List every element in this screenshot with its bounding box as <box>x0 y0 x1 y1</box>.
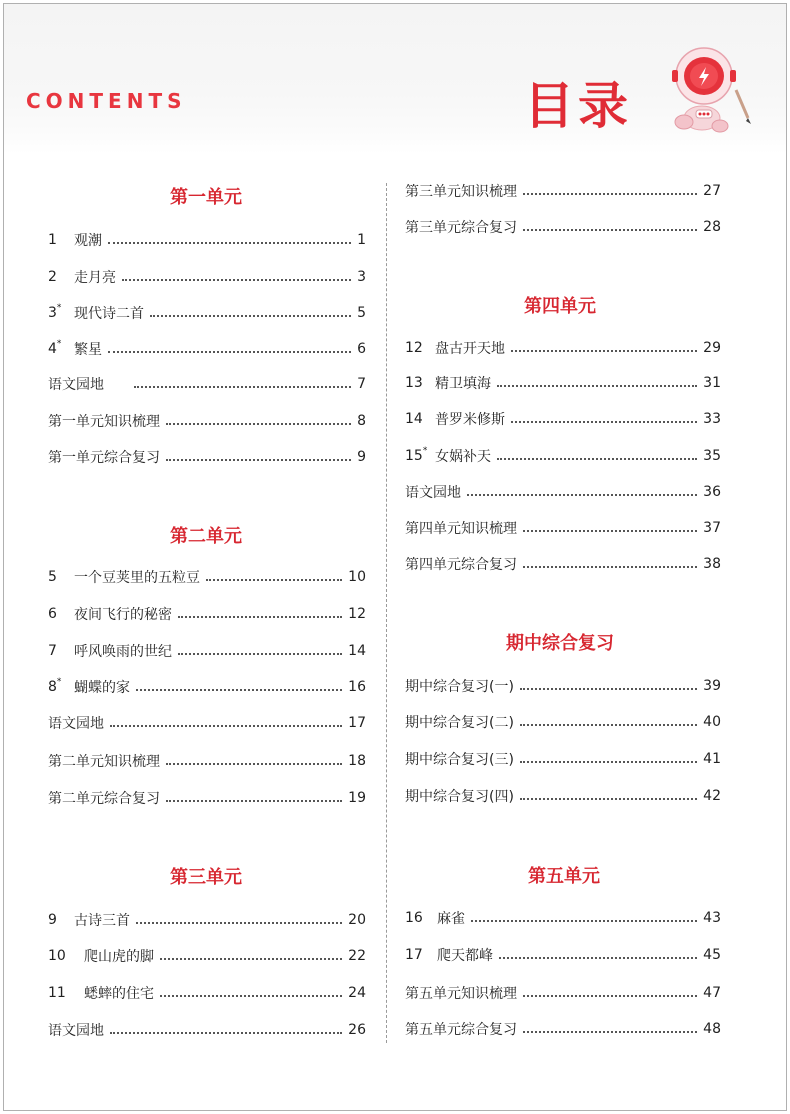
section-title-unit1: 第一单元 <box>170 187 242 208</box>
astronaut-mascot-icon <box>662 40 762 140</box>
entry-page: 3 <box>357 269 366 285</box>
entry-page: 26 <box>348 1022 366 1038</box>
leader-dots <box>160 958 342 960</box>
toc-entry[interactable] <box>405 408 721 430</box>
leader-dots <box>150 315 351 317</box>
entry-page: 24 <box>348 985 366 1001</box>
entry-page: 37 <box>703 520 721 536</box>
entry-title: 第二单元知识梳理 <box>48 754 160 770</box>
entry-title: 麻雀 <box>437 911 465 927</box>
toc-entry[interactable] <box>48 712 366 734</box>
toc-entry[interactable] <box>405 445 721 467</box>
entry-number: 15* <box>405 446 428 464</box>
toc-entry[interactable] <box>405 553 721 575</box>
section-title-unit5: 第五单元 <box>528 866 600 887</box>
entry-number: 7 <box>48 643 57 659</box>
toc-entry[interactable] <box>48 909 366 931</box>
entry-title: 第二单元综合复习 <box>48 791 160 807</box>
entry-page: 48 <box>703 1021 721 1037</box>
entry-title: 蝴蝶的家 <box>74 680 130 696</box>
toc-entry[interactable] <box>48 229 366 251</box>
entry-page: 18 <box>348 753 366 769</box>
entry-page: 27 <box>703 183 721 199</box>
entry-title: 观潮 <box>74 233 102 249</box>
entry-title: 爬山虎的脚 <box>84 949 154 965</box>
leader-dots <box>110 1032 342 1034</box>
entry-page: 5 <box>357 305 366 321</box>
leader-dots <box>523 229 697 231</box>
toc-entry[interactable] <box>48 787 366 809</box>
entry-title: 期中综合复习(四) <box>405 789 514 805</box>
entry-page: 39 <box>703 678 721 694</box>
toc-entry[interactable] <box>48 266 366 288</box>
leader-dots <box>523 193 697 195</box>
contents-label: CONTENTS <box>26 89 187 113</box>
entry-number: 16 <box>405 910 423 926</box>
toc-entry[interactable] <box>405 907 721 929</box>
entry-title: 夜间飞行的秘密 <box>74 607 172 623</box>
leader-dots <box>134 386 351 388</box>
entry-number: 2 <box>48 269 57 285</box>
toc-entry[interactable] <box>48 338 366 360</box>
entry-number: 14 <box>405 411 423 427</box>
entry-title: 期中综合复习(一) <box>405 679 514 695</box>
toc-entry[interactable] <box>405 748 721 770</box>
leader-dots <box>206 579 342 581</box>
entry-page: 45 <box>703 947 721 963</box>
entry-page: 29 <box>703 340 721 356</box>
entry-number: 3* <box>48 303 62 321</box>
toc-entry[interactable] <box>48 410 366 432</box>
entry-page: 47 <box>703 985 721 1001</box>
toc-entry[interactable] <box>48 982 366 1004</box>
entry-title: 呼风唤雨的世纪 <box>74 644 172 660</box>
leader-dots <box>178 616 342 618</box>
entry-title: 第三单元知识梳理 <box>405 184 517 200</box>
leader-dots <box>523 530 697 532</box>
entry-title: 盘古开天地 <box>435 341 505 357</box>
entry-page: 17 <box>348 715 366 731</box>
entry-page: 40 <box>703 714 721 730</box>
entry-number: 9 <box>48 912 57 928</box>
entry-number: 13 <box>405 375 423 391</box>
entry-title: 期中综合复习(二) <box>405 715 514 731</box>
section-title-unit2: 第二单元 <box>170 526 242 547</box>
entry-page: 43 <box>703 910 721 926</box>
leader-dots <box>471 920 697 922</box>
entry-title: 第一单元综合复习 <box>48 450 160 466</box>
leader-dots <box>166 423 351 425</box>
entry-page: 6 <box>357 341 366 357</box>
entry-page: 1 <box>357 232 366 248</box>
toc-entry[interactable] <box>48 945 366 967</box>
leader-dots <box>166 459 351 461</box>
column-divider <box>386 183 387 1043</box>
entry-page: 20 <box>348 912 366 928</box>
entry-page: 9 <box>357 449 366 465</box>
leader-dots <box>178 653 342 655</box>
entry-page: 38 <box>703 556 721 572</box>
toc-entry[interactable] <box>48 1019 366 1041</box>
entry-page: 33 <box>703 411 721 427</box>
leader-dots <box>523 1031 697 1033</box>
entry-title: 期中综合复习(三) <box>405 752 514 768</box>
entry-page: 16 <box>348 679 366 695</box>
leader-dots <box>511 421 697 423</box>
leader-dots <box>166 800 342 802</box>
entry-number: 10 <box>48 948 66 964</box>
entry-page: 42 <box>703 788 721 804</box>
entry-number: 5 <box>48 569 57 585</box>
leader-dots <box>108 351 351 353</box>
toc-entry[interactable] <box>405 675 721 697</box>
section-title-unit4: 第四单元 <box>524 296 596 317</box>
entry-page: 12 <box>348 606 366 622</box>
entry-title: 第五单元知识梳理 <box>405 986 517 1002</box>
toc-entry[interactable] <box>405 337 721 359</box>
entry-title: 语文园地 <box>48 1023 104 1039</box>
toc-entry[interactable] <box>48 676 366 698</box>
entry-number: 12 <box>405 340 423 356</box>
leader-dots <box>497 458 697 460</box>
section-title-unit3: 第三单元 <box>170 867 242 888</box>
leader-dots <box>136 922 342 924</box>
leader-dots <box>108 242 351 244</box>
entry-title: 第四单元综合复习 <box>405 557 517 573</box>
toc-entry[interactable] <box>48 302 366 324</box>
toc-entry[interactable] <box>405 517 721 539</box>
entry-title: 女娲补天 <box>435 449 491 465</box>
entry-number: 4* <box>48 339 62 357</box>
toc-entry[interactable] <box>48 566 366 588</box>
entry-page: 7 <box>357 376 366 392</box>
entry-number: 6 <box>48 606 57 622</box>
entry-page: 22 <box>348 948 366 964</box>
entry-title: 普罗米修斯 <box>435 412 505 428</box>
entry-page: 28 <box>703 219 721 235</box>
leader-dots <box>523 995 697 997</box>
entry-title: 语文园地 <box>405 485 461 501</box>
toc-entry[interactable] <box>405 785 721 807</box>
toc-entry[interactable] <box>48 373 366 395</box>
entry-title: 第一单元知识梳理 <box>48 414 160 430</box>
toc-entry[interactable] <box>48 750 366 772</box>
entry-title: 古诗三首 <box>74 913 130 929</box>
entry-title: 走月亮 <box>74 270 116 286</box>
entry-number: 1 <box>48 232 57 248</box>
leader-dots <box>520 761 697 763</box>
entry-title: 第三单元综合复习 <box>405 220 517 236</box>
entry-title: 现代诗二首 <box>74 306 144 322</box>
entry-title: 语文园地 <box>48 716 104 732</box>
entry-title: 蟋蟀的住宅 <box>84 986 154 1002</box>
toc-entry[interactable] <box>405 711 721 733</box>
entry-number: 8* <box>48 677 62 695</box>
leader-dots <box>499 957 697 959</box>
toc-entry[interactable] <box>405 1018 721 1040</box>
entry-page: 36 <box>703 484 721 500</box>
entry-page: 19 <box>348 790 366 806</box>
leader-dots <box>520 724 697 726</box>
entry-title: 精卫填海 <box>435 376 491 392</box>
leader-dots <box>110 725 342 727</box>
entry-page: 35 <box>703 448 721 464</box>
toc-entry[interactable] <box>48 603 366 625</box>
entry-number: 17 <box>405 947 423 963</box>
entry-page: 8 <box>357 413 366 429</box>
toc-entry[interactable] <box>405 481 721 503</box>
leader-dots <box>467 494 697 496</box>
entry-number: 11 <box>48 985 66 1001</box>
entry-page: 10 <box>348 569 366 585</box>
leader-dots <box>497 385 697 387</box>
entry-title: 语文园地 <box>48 377 104 393</box>
toc-entry[interactable] <box>405 216 721 238</box>
entry-page: 14 <box>348 643 366 659</box>
page-title: 目录 <box>524 77 632 135</box>
leader-dots <box>160 995 342 997</box>
entry-title: 繁星 <box>74 342 102 358</box>
toc-entry[interactable] <box>405 944 721 966</box>
entry-title: 爬天都峰 <box>437 948 493 964</box>
leader-dots <box>520 688 697 690</box>
entry-title: 一个豆荚里的五粒豆 <box>74 570 200 586</box>
leader-dots <box>523 566 697 568</box>
section-title-midterm: 期中综合复习 <box>506 633 614 654</box>
toc-entry[interactable] <box>48 446 366 468</box>
entry-page: 31 <box>703 375 721 391</box>
toc-entry[interactable] <box>405 372 721 394</box>
toc-entry[interactable] <box>405 982 721 1004</box>
toc-entry[interactable] <box>405 180 721 202</box>
leader-dots <box>166 763 342 765</box>
leader-dots <box>136 689 342 691</box>
leader-dots <box>520 798 697 800</box>
entry-title: 第五单元综合复习 <box>405 1022 517 1038</box>
leader-dots <box>511 350 697 352</box>
entry-page: 41 <box>703 751 721 767</box>
entry-title: 第四单元知识梳理 <box>405 521 517 537</box>
toc-entry[interactable] <box>48 640 366 662</box>
leader-dots <box>122 279 351 281</box>
